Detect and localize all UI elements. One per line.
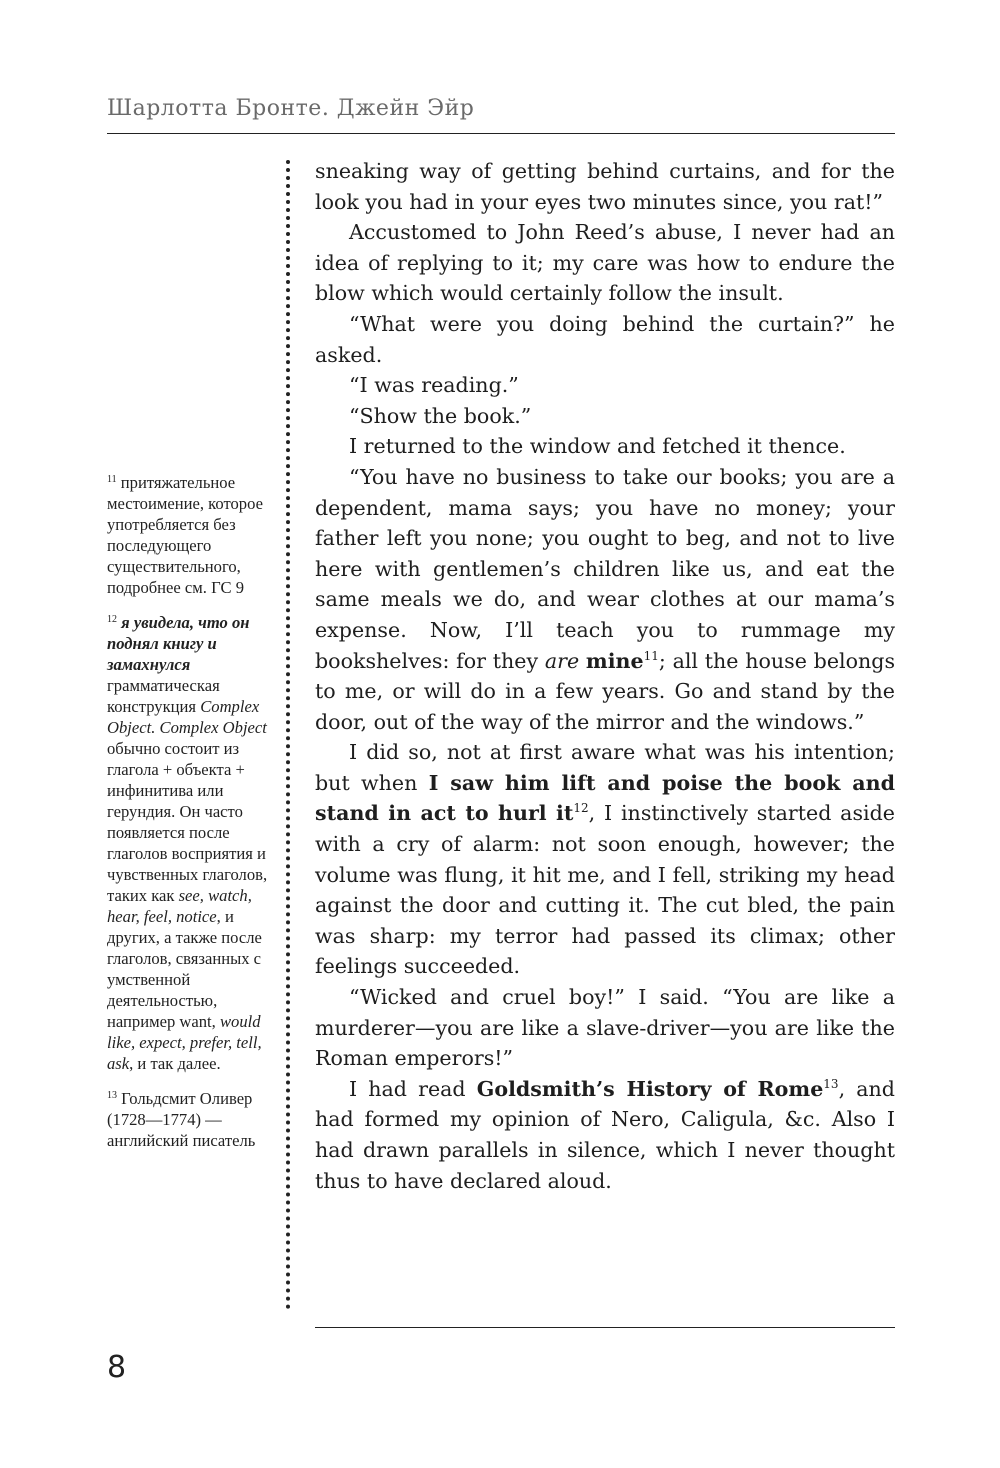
paragraph: “I was reading.” xyxy=(349,373,519,398)
paragraph-text: I had read xyxy=(349,1076,477,1101)
note-12-term: Complex Object. Complex Object xyxy=(107,697,267,737)
keyword-mine: mine xyxy=(585,648,644,673)
highlighted-title: Goldsmith’s History of Rome xyxy=(476,1076,824,1101)
paragraph-text: ; all the house belongs to me, or will do in a few years. Go and stand by the door, out of the way of the mirror and the windows.” xyxy=(315,648,896,734)
paragraph: Accustomed to John Reed’s abuse, I never had an idea of replying to it; my care was how to endure the blow which would certainly follow the insult. xyxy=(315,220,895,306)
note-12-verbs: see, watch, hear, feel, notice xyxy=(107,886,252,926)
note-12-text: обычно состоит из глагола + объекта + инфинитива или герундия. Он часто появляется после глаголов восприятия и чувственных глаголов, таких как xyxy=(107,739,268,905)
emphasis-are: are xyxy=(544,648,580,673)
margin-notes xyxy=(107,472,275,1165)
footnote-ref-13: 13 xyxy=(823,1076,839,1091)
note-12-text: , и так далее. xyxy=(129,1054,221,1073)
margin-dotted-divider xyxy=(286,160,290,1310)
running-head: Шарлотта Бронте. Джейн Эйр xyxy=(107,96,475,121)
note-12-text: , и других, а также после глаголов, связанных с умственной деятельностью, например want, xyxy=(107,907,262,1031)
footnote-ref-12: 12 xyxy=(573,801,589,816)
paragraph-text: , and had formed my opinion of Nero, Caligula, &c. Also I had drawn parallels in silence, which I never thought thus to have declared aloud. xyxy=(315,1076,895,1193)
page-number: 8 xyxy=(107,1350,127,1385)
note-13-text: Гольдсмит Оливер (1728—1774) — английский писатель xyxy=(107,1089,256,1150)
paragraph-text: , I instinctively started aside with a cry of alarm: not soon enough, however; the volume was flung, it hit me, and I fell, striking my head against the door and cutting it. The cut bled, the pain was sharp: my terror had passed its climax; other feelings succeeded. xyxy=(315,801,895,979)
paragraph xyxy=(315,462,895,737)
note-12 xyxy=(107,612,275,1074)
note-13-number: 13 xyxy=(107,1090,117,1101)
note-11-text: притяжательное местоимение, которое употребляется без последующего существительного, подробнее см. ГС 9 xyxy=(107,473,263,597)
paragraph-text: “You have no business to take our books; you are a dependent, mama says; you have no money; your father left you none; you ought to beg, and not to live here with gentlemen’s children like us, and eat the same meals we do, and wear clothes at our mama’s expense. Now, I’ll teach you to rummage my bookshelves: for they xyxy=(315,464,895,673)
header-rule xyxy=(107,133,895,134)
note-13 xyxy=(107,1088,275,1151)
paragraph-text: I did so, not at first aware what was his intention; but when xyxy=(315,740,895,795)
paragraph: “What were you doing behind the curtain?” he asked. xyxy=(315,311,895,367)
paragraph: “Show the book.” xyxy=(349,403,532,428)
note-12-text: грамматическая конструкция xyxy=(107,676,220,716)
paragraph xyxy=(315,737,895,982)
paragraph: I returned to the window and fetched it thence. xyxy=(349,434,846,459)
paragraph: sneaking way of getting behind curtains, and for the look you had in your eyes two minutes since, you rat!” xyxy=(315,159,895,214)
note-12-phrase: я увидела, что он поднял книгу и замахнулся xyxy=(107,613,250,674)
main-text xyxy=(315,156,895,1196)
highlighted-phrase: I saw him lift and poise the book and stand in act to hurl it xyxy=(315,770,896,826)
note-11-number: 11 xyxy=(107,474,117,485)
footer-rule xyxy=(315,1327,895,1328)
footnote-ref-11: 11 xyxy=(643,648,659,663)
note-11 xyxy=(107,472,275,598)
note-12-number: 12 xyxy=(107,614,117,625)
note-12-verbs: would like, expect, prefer, tell, ask xyxy=(107,1012,262,1073)
paragraph: “Wicked and cruel boy!” I said. “You are like a murderer—you are like a slave-driver—you are like the Roman emperors!” xyxy=(315,985,895,1071)
paragraph xyxy=(315,1074,895,1196)
